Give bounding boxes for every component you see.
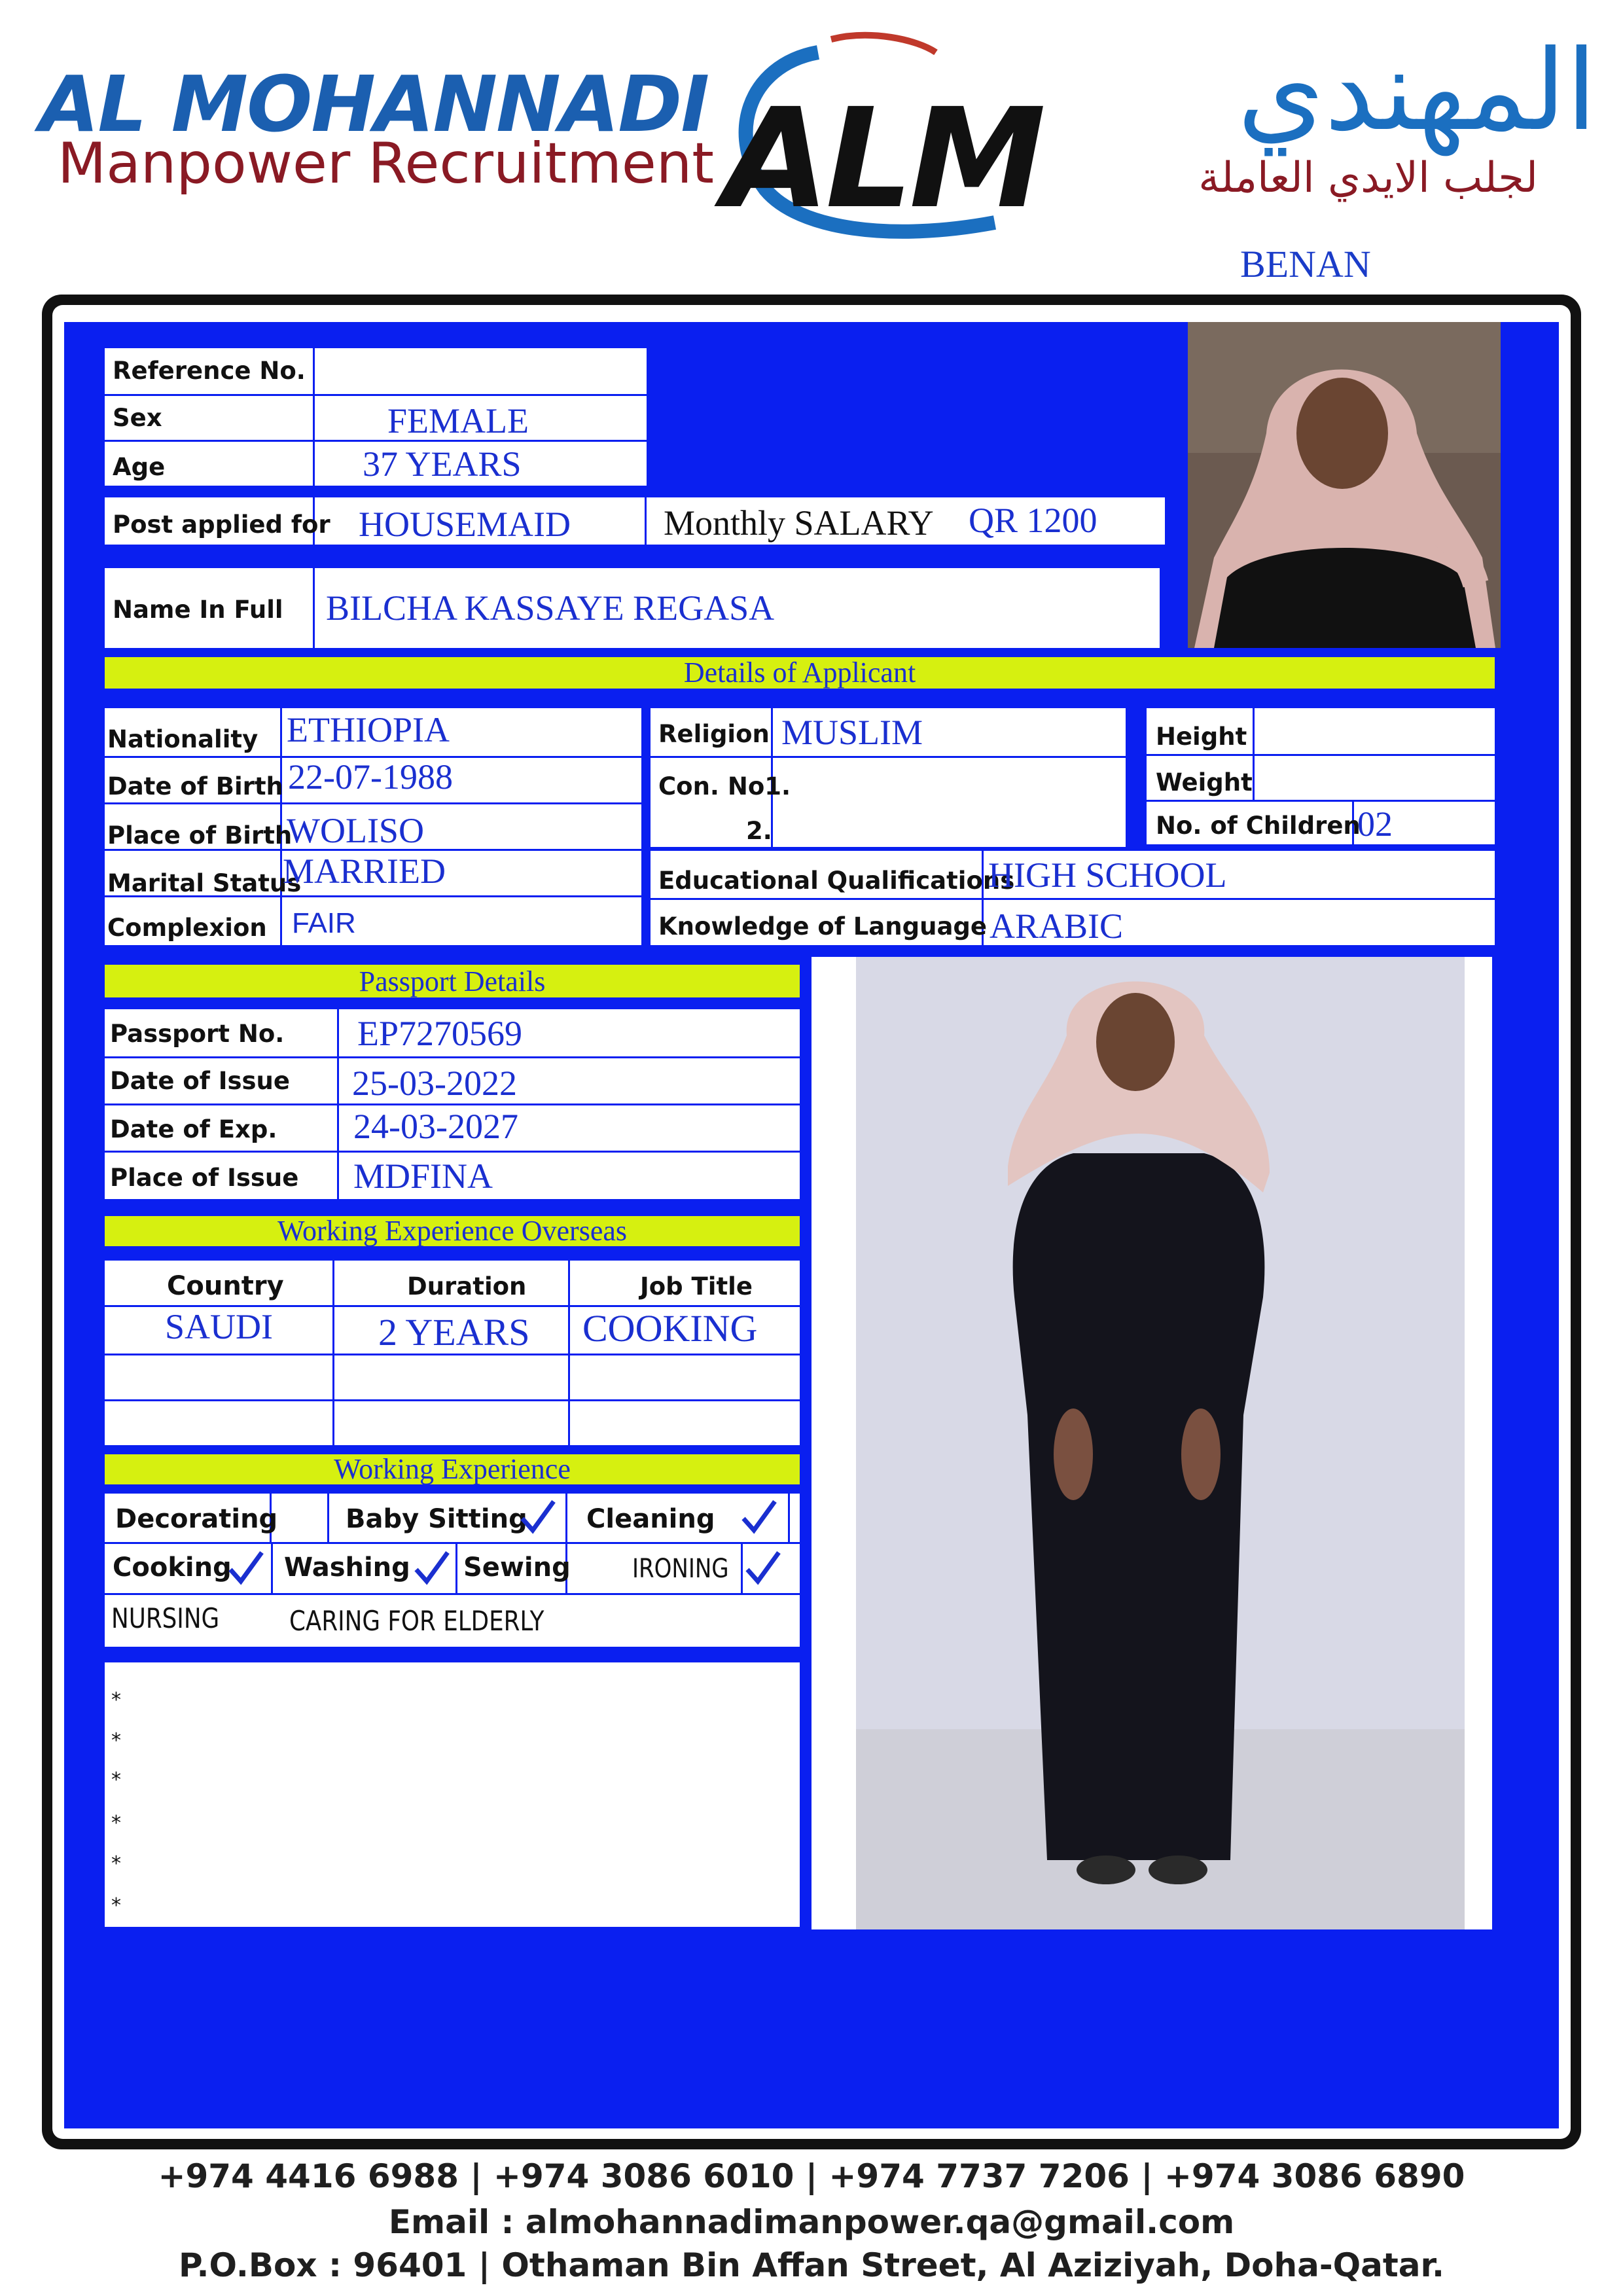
pob-label: Place of Birth bbox=[107, 821, 293, 850]
overseas-country-value: SAUDI bbox=[165, 1307, 274, 1346]
arabic-brand-title: المهندي bbox=[1237, 26, 1597, 156]
ironing-checkmark-icon bbox=[743, 1549, 783, 1588]
brand-subtitle: Manpower Recruitment bbox=[58, 131, 715, 196]
cleaning-checkmark-icon bbox=[740, 1498, 779, 1537]
age-label: Age bbox=[113, 453, 166, 481]
nationality-label: Nationality bbox=[107, 725, 259, 753]
passport-exp-value: 24-03-2027 bbox=[353, 1107, 518, 1146]
exp-decorating: Decorating bbox=[115, 1504, 278, 1534]
passport-place-value: MDFINA bbox=[353, 1157, 493, 1196]
cooking-checkmark-icon bbox=[226, 1549, 266, 1588]
education-label: Educational Qualifications bbox=[658, 867, 1015, 895]
arabic-brand-subtitle: لجلب الايدي العاملة bbox=[1198, 154, 1538, 202]
notes-bullet: * bbox=[111, 1768, 121, 1791]
overseas-job-value: COOKING bbox=[582, 1307, 758, 1350]
overseas-duration-value: 2 YEARS bbox=[378, 1311, 530, 1354]
religion-value: MUSLIM bbox=[781, 713, 923, 752]
passport-issue-value: 25-03-2022 bbox=[352, 1064, 517, 1103]
exp-ironing: IRONING bbox=[632, 1554, 729, 1584]
weight-label: Weight bbox=[1156, 768, 1253, 797]
alm-logo-mark: ALM bbox=[723, 79, 1043, 239]
passport-number-value: EP7270569 bbox=[357, 1014, 523, 1053]
brand-title: AL MOHANNADI bbox=[39, 59, 709, 149]
exp-cleaning: Cleaning bbox=[586, 1504, 715, 1534]
overseas-country-header: Country bbox=[167, 1271, 284, 1301]
overseas-heading: Working Experience Overseas bbox=[105, 1216, 800, 1246]
marital-value: MARRIED bbox=[283, 852, 446, 891]
passport-place-label: Place of Issue bbox=[110, 1164, 299, 1192]
baby-sitting-checkmark-icon bbox=[518, 1498, 558, 1537]
marital-label: Marital Status bbox=[107, 869, 302, 897]
details-heading: Details of Applicant bbox=[105, 657, 1495, 689]
reference-label: Reference No. bbox=[113, 357, 306, 385]
dob-value: 22-07-1988 bbox=[288, 757, 453, 797]
experience-heading: Working Experience bbox=[105, 1454, 800, 1484]
notes-bullet: * bbox=[111, 1852, 121, 1875]
exp-nursing: NURSING bbox=[111, 1602, 220, 1634]
pob-value: WOLISO bbox=[287, 811, 424, 850]
language-label: Knowledge of Language bbox=[658, 912, 987, 941]
children-label: No. of Children bbox=[1156, 812, 1361, 840]
passport-number-label: Passport No. bbox=[110, 1020, 285, 1048]
name-value: BILCHA KASSAYE REGASA bbox=[326, 588, 775, 628]
post-label: Post applied for bbox=[113, 511, 330, 539]
exp-elderly: CARING FOR ELDERLY bbox=[289, 1605, 544, 1637]
washing-checkmark-icon bbox=[412, 1549, 452, 1588]
passport-exp-label: Date of Exp. bbox=[110, 1115, 277, 1143]
applicant-full-length-photo bbox=[812, 957, 1492, 1929]
religion-label: Religion bbox=[658, 720, 770, 748]
notes-bullet: * bbox=[111, 1812, 121, 1835]
complexion-label: Complexion bbox=[107, 914, 267, 942]
age-value: 37 YEARS bbox=[363, 444, 522, 484]
passport-heading: Passport Details bbox=[105, 965, 800, 997]
children-value: 02 bbox=[1357, 804, 1393, 844]
sex-label: Sex bbox=[113, 404, 162, 432]
agent-name: BENAN bbox=[1240, 243, 1371, 285]
con1-label: Con. No1. bbox=[658, 772, 791, 800]
height-label: Height bbox=[1156, 723, 1247, 751]
exp-washing: Washing bbox=[284, 1552, 410, 1583]
notes-box bbox=[105, 1662, 800, 1927]
exp-baby-sitting: Baby Sitting bbox=[346, 1504, 527, 1534]
salary-label: Monthly SALARY bbox=[664, 503, 934, 543]
exp-sewing: Sewing bbox=[463, 1552, 571, 1583]
notes-bullet: * bbox=[111, 1689, 121, 1712]
overseas-duration-header: Duration bbox=[407, 1272, 527, 1300]
notes-bullet: * bbox=[111, 1894, 121, 1917]
con2-label: 2. bbox=[746, 817, 772, 845]
footer-email: Email : almohannadimanpower.qa@gmail.com bbox=[388, 2203, 1235, 2241]
exp-cooking: Cooking bbox=[113, 1552, 232, 1583]
sex-value: FEMALE bbox=[387, 401, 529, 440]
post-value: HOUSEMAID bbox=[359, 505, 571, 544]
notes-bullet: * bbox=[111, 1729, 121, 1752]
passport-issue-label: Date of Issue bbox=[110, 1067, 290, 1095]
overseas-job-header: Job Title bbox=[640, 1272, 753, 1300]
language-value: ARABIC bbox=[990, 906, 1124, 946]
footer-phones: +974 4416 6988 | +974 3086 6010 | +974 7737 7206 | +974 3086 6890 bbox=[158, 2157, 1465, 2195]
applicant-portrait-photo bbox=[1188, 322, 1501, 648]
dob-label: Date of Birth bbox=[107, 772, 283, 800]
education-value: HIGH SCHOOL bbox=[988, 855, 1227, 895]
nationality-value: ETHIOPIA bbox=[287, 710, 450, 749]
footer-address: P.O.Box : 96401 | Othaman Bin Affan Street, Al Aziziyah, Doha-Qatar. bbox=[179, 2246, 1444, 2284]
salary-value: QR 1200 bbox=[969, 501, 1097, 540]
name-label: Name In Full bbox=[113, 596, 283, 624]
complexion-value: FAIR bbox=[292, 907, 356, 939]
